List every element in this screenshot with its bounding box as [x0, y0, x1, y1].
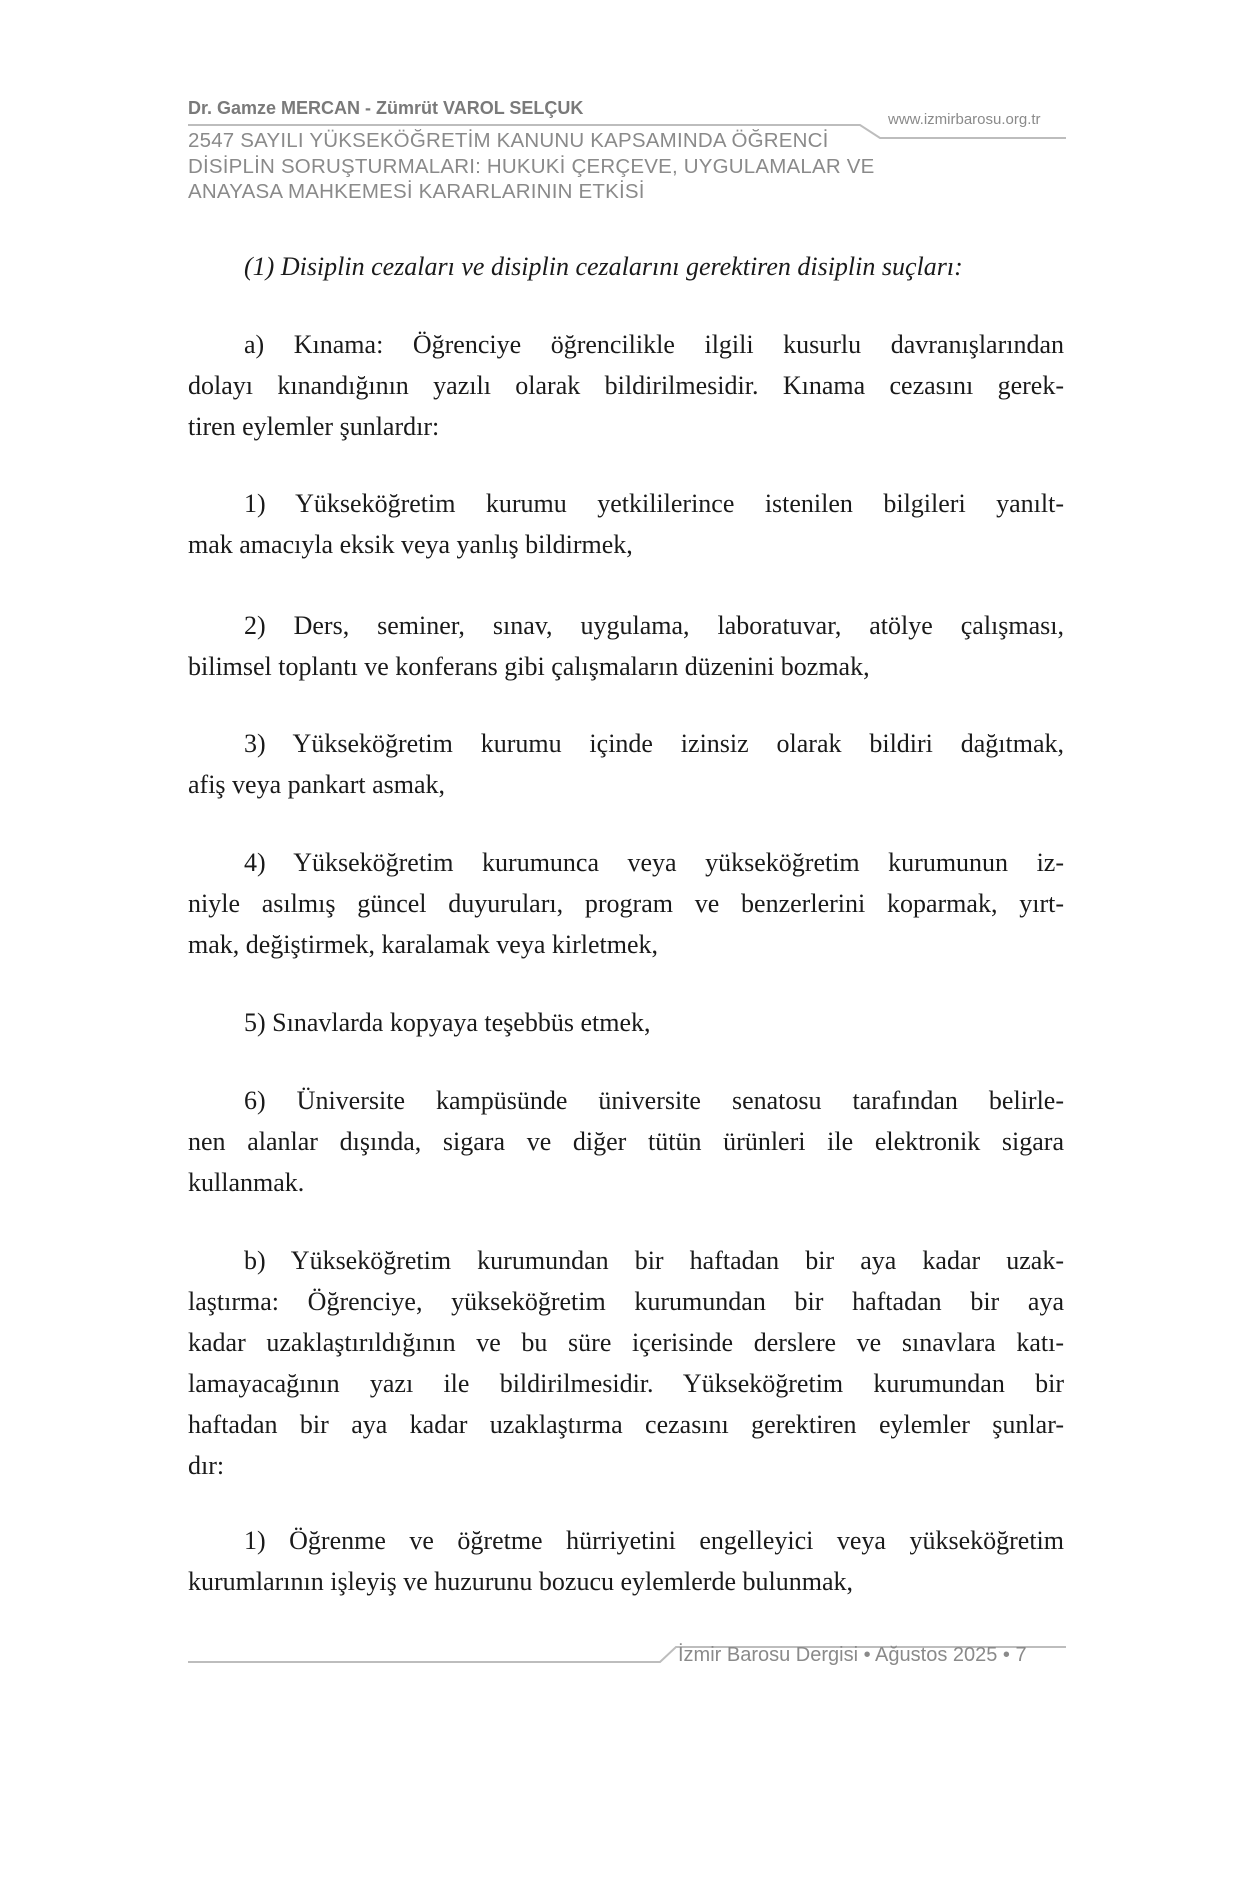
text-line: a) Kınama: Öğrenciye öğrencilikle ilgili kusurlu davranışlarından — [244, 330, 1064, 359]
text-line: afiş veya pankart asmak, — [188, 770, 446, 799]
footer-journal-info: İzmir Barosu Dergisi • Ağustos 2025 • 7 — [678, 1644, 1027, 1666]
text-line: nen alanlar dışında, sigara ve diğer tütün ürünleri ile elektronik sigara — [188, 1127, 1064, 1156]
article-title-line: ANAYASA MAHKEMESİ KARARLARININ ETKİSİ — [188, 180, 645, 203]
article-title-line: 2547 SAYILI YÜKSEKÖĞRETİM KANUNU KAPSAMINDA ÖĞRENCİ — [188, 129, 829, 152]
header-rule — [188, 125, 1066, 138]
text-line: mak, değiştirmek, karalamak veya kirletmek, — [188, 930, 658, 959]
text-line: 2) Ders, seminer, sınav, uygulama, laboratuvar, atölye çalışması, — [244, 611, 1064, 640]
paragraph — [188, 842, 1064, 965]
text-line: tiren eylemler şunlardır: — [188, 412, 440, 441]
paragraph — [188, 1002, 1064, 1043]
text-line: kurumlarının işleyiş ve huzurunu bozucu eylemlerde bulunmak, — [188, 1567, 853, 1596]
text-line: b) Yükseköğretim kurumundan bir haftadan bir aya kadar uzak- — [244, 1246, 1064, 1275]
paragraph — [188, 1520, 1064, 1602]
text-line: 4) Yükseköğretim kurumunca veya yükseköğretim kurumunun iz- — [244, 848, 1064, 877]
paragraph — [188, 1240, 1064, 1486]
paragraph — [188, 1080, 1064, 1203]
text-line: 1) Yükseköğretim kurumu yetkililerince istenilen bilgileri yanılt- — [244, 489, 1064, 518]
section-heading — [188, 246, 1064, 287]
paragraph — [188, 324, 1064, 447]
paragraph — [188, 483, 1064, 565]
text-line: laştırma: Öğrenciye, yükseköğretim kurumundan bir haftadan bir aya — [188, 1287, 1064, 1316]
text-line: 1) Öğrenme ve öğretme hürriyetini engelleyici veya yükseköğretim — [244, 1526, 1064, 1555]
text-line: haftadan bir aya kadar uzaklaştırma cezasını gerektiren eylemler şunlar- — [188, 1410, 1064, 1439]
text-line: 5) Sınavlarda kopyaya teşebbüs etmek, — [244, 1008, 651, 1037]
website-link: www.izmirbarosu.org.tr — [888, 111, 1041, 128]
text-line: dır: — [188, 1451, 225, 1480]
text-line: (1) Disiplin cezaları ve disiplin cezalarını gerektiren disiplin suçları: — [244, 252, 963, 281]
text-line: niyle asılmış güncel duyuruları, program ve benzerlerini koparmak, yırt- — [188, 889, 1064, 918]
paragraph — [188, 605, 1064, 687]
text-line: dolayı kınandığının yazılı olarak bildirilmesidir. Kınama cezasını gerek- — [188, 371, 1064, 400]
paragraph — [188, 723, 1064, 805]
text-line: mak amacıyla eksik veya yanlış bildirmek, — [188, 530, 633, 559]
text-line: kadar uzaklaştırıldığının ve bu süre içerisinde derslere ve sınavlara katı- — [188, 1328, 1064, 1357]
text-line: 3) Yükseköğretim kurumu içinde izinsiz olarak bildiri dağıtmak, — [244, 729, 1064, 758]
article-authors: Dr. Gamze MERCAN - Zümrüt VAROL SELÇUK — [188, 98, 584, 118]
text-line: bilimsel toplantı ve konferans gibi çalışmaların düzenini bozmak, — [188, 652, 870, 681]
article-title-line: DİSİPLİN SORUŞTURMALARI: HUKUKİ ÇERÇEVE, UYGULAMALAR VE — [188, 154, 875, 178]
text-line: kullanmak. — [188, 1168, 305, 1197]
text-line: lamayacağının yazı ile bildirilmesidir. Yükseköğretim kurumundan bir — [188, 1369, 1064, 1398]
text-line: 6) Üniversite kampüsünde üniversite senatosu tarafından belirle- — [244, 1086, 1064, 1115]
